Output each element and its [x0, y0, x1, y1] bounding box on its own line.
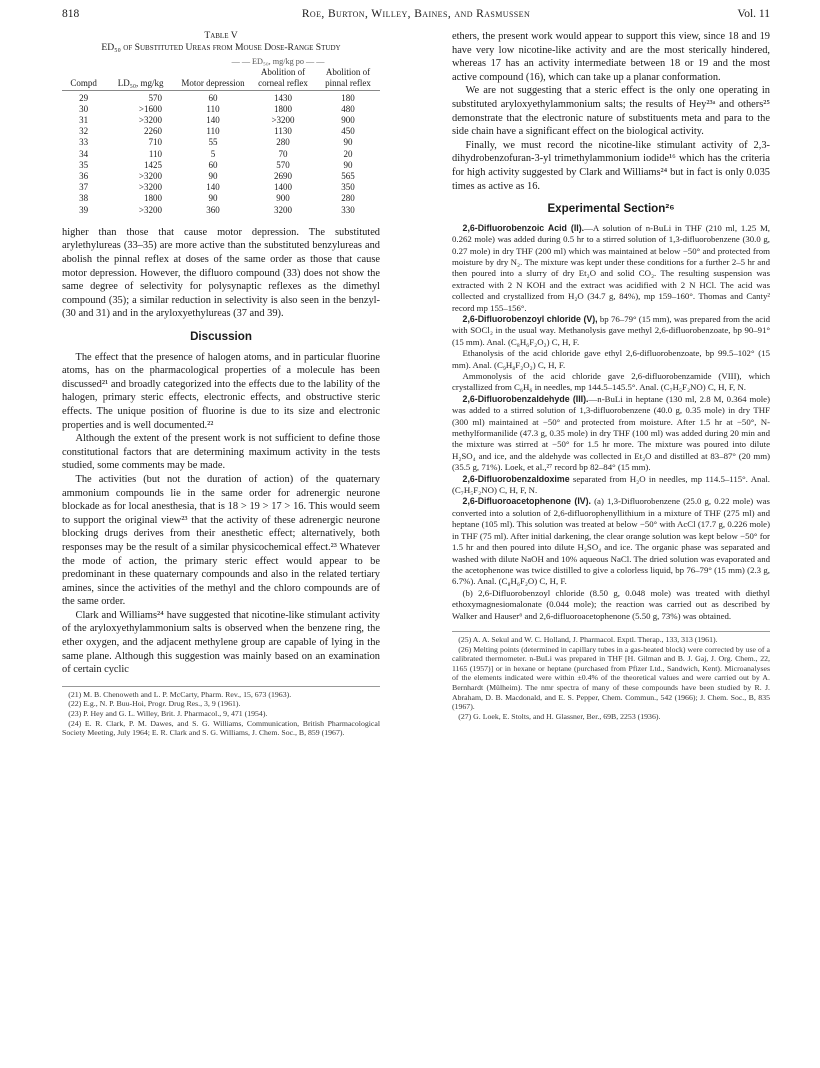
table-cell: 20 [343, 148, 353, 159]
table-cell: 570 [276, 159, 290, 170]
experimental-section [452, 223, 770, 622]
table-cell: 900 [276, 193, 290, 204]
experimental-paragraph [452, 496, 770, 587]
table-cell: 360 [206, 204, 220, 215]
procedure-text: —A solution of n-BuLi in THF (210 ml, 1.25 M, 0.262 mole) was added during 0.5 hr to a stirred solution of 1,3-difluorobenzene (30.0 g, 0.27 mole) in dry THF (200 ml) which was maintained at below −50° and protected from moisture by dry N₂. The mixture was kept under these conditions for a further 2–5 hr and then poured into a slurry of dry Et₂O and solid CO₂. The resulting suspension was extracted with 2 N KOH and the extract was acidified with 2 N HCl. The acid was collected and crystallized from H₂O (34.7 g, 84%), mp 159–160°. Thomas and Canty² record mp 155–156°. [452, 222, 771, 313]
experimental-paragraph [452, 371, 770, 394]
table-cell: 38 [79, 193, 89, 204]
compound-heading: 2,6-Difluorobenzaldoxime [462, 473, 570, 484]
table-row [62, 149, 380, 160]
col-header: Abolition of corneal reflex [258, 67, 308, 89]
table-caption-number: Table V [204, 30, 238, 41]
footnotes-left [62, 686, 380, 738]
experimental-paragraph [452, 394, 770, 474]
footnote: (25) A. A. Sekul and W. C. Holland, J. Pharmacol. Exptl. Therap., 133, 313 (1961). [458, 634, 718, 644]
body-paragraph: higher than those that cause motor depression. The substituted arylethylureas (33–35) are more active than the substituted benzylureas and abolish the pinnal reflex at doses of the same order as those that cause motor depression. However, the difluoro compound (33) does not show the same degree of selectivity for polysynaptic reflexes as the dimethyl compound (35); a similar reduction in selectivity is also seen in the benzyl- (30 and 31) and in the aryloxyethylureas (37 and 39). [62, 226, 380, 320]
table-cell: 2260 [144, 126, 162, 137]
experimental-paragraph [452, 474, 770, 497]
footnote: (23) P. Hey and G. L. Willey, Brit. J. Pharmacol., 9, 471 (1954). [68, 709, 268, 719]
data-table [62, 56, 380, 216]
table-row [62, 126, 380, 137]
col-header: LD₅₀, mg/kg [117, 78, 164, 89]
table-body [62, 93, 380, 216]
footnote: (22) E.g., N. P. Buu-Hoi, Progr. Drug Res., 3, 9 (1961). [68, 699, 241, 709]
body-paragraph: Clark and Williams²⁴ have suggested that nicotine-like stimulant activity of the aryloxyethylammonium salts is observed when the benzene ring, the ether oxygen, and the adjacent methylene group are capable of lying in the same plane. Although this suggestion was mainly based on an examination of certain cyclic [62, 609, 380, 676]
table-cell: 2690 [274, 171, 292, 182]
footnote: (26) Melting points (determined in capillary tubes in a gas-heated block) were corrected by use of a calibrated thermometer. n-BuLi was prepared in THF [H. Gilman and B. J. Gaj, J. Org. Chem., 22, 1165 (1957)] or in hexane or heptane (purchased from Pfizer Ltd., Sandwich, Kent). Microanalyses of the elements indicated were within ±0.4% of the theoretical values and were carried out by A. Bernhardt (Mülheim). The nmr spectra of many of these compounds have been studied by R. J. Abraham, D. B. Macdonald, and E. S. Pepper, Chem. Commun., 542 (1966); J. Chem. Soc., B, 835 (1967). [452, 644, 770, 712]
footnote: (24) E. R. Clark, P. M. Dawes, and S. G. Williams, Communication, British Pharmacological Society Meeting, July 1964; E. R. Clark and S. G. Williams, J. Chem. Soc., B, 859 (1967). [62, 718, 380, 738]
discussion-heading: Discussion [190, 330, 252, 343]
table-cell: 70 [278, 148, 288, 159]
table-cell: 110 [206, 103, 220, 114]
table-cell: 570 [148, 92, 162, 103]
table-cell: 280 [276, 137, 290, 148]
page-number: 818 [62, 8, 80, 20]
table-row [62, 182, 380, 193]
table-cell: 35 [79, 159, 89, 170]
body-paragraph: Although the extent of the present work is not sufficient to define those constitutional factors that are determining maximum activity in the tests studied, some comments may be made. [62, 433, 380, 472]
table-cell: 280 [341, 193, 355, 204]
running-header [62, 8, 770, 26]
procedure-text: —n-BuLi in heptane (130 ml, 2.8 M, 0.364 mole) was added to a stirred solution of 1,3-difluorobenzene (40.0 g, 0.35 mole) in dry THF (300 ml) maintained at −50° and protected from moisture. After 1.5 hr at −50°, N-methylformanilide (47.3 g, 0.35 mole) in dry THF (100 ml) was added during 20 min and the mixture was stirred at −50° for 1.5 hr more. The mixture was poured into dilute H₂SO₄ and ice, and the aldehyde was collected in Et₂O and distilled at 83–87° (20 mm) (35.5 g, 71%). Loek, et al.,²⁷ record bp 82–84° (15 mm). [452, 393, 771, 473]
table-cell: 330 [341, 204, 355, 215]
procedure-text: Ammonolysis of the acid chloride gave 2,6-difluorobenzamide (VIII), which crystallized from C₆H₆ in needles, mp 144.5–145.5°. Anal. (C₇H₅F₂NO) C, H, F, N. [452, 371, 770, 393]
procedure-text: bp 76–79° (15 mm), was prepared from the acid with SOCl₂ in the usual way. Methanolysis gave methyl 2,6-difluorobenzoate, bp 90–91° (15 mm). Anal. (C₈H₆F₂O₂) C, H, F. [452, 313, 770, 347]
table-cell: 31 [79, 115, 89, 126]
body-paragraph: We are not suggesting that a steric effect is the only one operating in substituted aryloxyethylammonium salts; the results of Hey²³ᵃ and others²⁵ demonstrate that the electronic nature of substituents meta and para to the side chain have a significant effect on the biological activity. [452, 85, 770, 138]
body-paragraph: Finally, we must record the nicotine-like stimulant activity of 2,3-dihydrobenzofuran-3-yl trimethylammonium iodide¹⁶ which has the criteria for high activity suggested by Clark and Williams²⁴ but in fact is only 0.035 times as active as 16. [452, 139, 770, 192]
table-cell: 1425 [144, 159, 162, 170]
table-cell: 90 [343, 137, 353, 148]
table-row [62, 193, 380, 204]
table-cell: 180 [341, 92, 355, 103]
procedure-text: separated from H₂O in needles, mp 114.5–115°. Anal. (C₇H₅F₂NO) C, H, F, N. [452, 473, 770, 496]
left-column [62, 30, 380, 738]
table-cell: 30 [79, 103, 89, 114]
table-cell: 1130 [274, 126, 292, 137]
body-paragraph: The effect that the presence of halogen atoms, and in particular fluorine atoms, has on the pharmacological properties of a molecule has been discussed²¹ and broadly categorized into the effects due to the lability of the halogen, primary steric effects, electronic effects, and obstructive steric effects. The unique position of fluorine is due to its size and electronic properties and is well documented.²² [62, 351, 380, 431]
table-cell: 1430 [274, 92, 292, 103]
table-row [62, 115, 380, 126]
table-cell: 33 [79, 137, 89, 148]
table-cell: 900 [341, 115, 355, 126]
body-paragraph: The activities (but not the duration of action) of the quaternary ammonium compounds lie in the same order for adrenergic neurone blockade as for local anesthesia, that is 18 > 19 > 17 > 16. This would seem to support the original view²³ that the activity of these adrenergic neurone blocking drugs derives from their anesthetic effect; alternatively, both responses may be the result of a similar physicochemical effect.²³ Whatever the mode of action, the primary steric effect would appear to be predominant in these quaternary compounds and also in the related tertiary amines, since the activities of the methyl and the chloro compounds are of the same order. [62, 473, 380, 608]
experimental-heading: Experimental Section²⁶ [547, 202, 675, 216]
table-cell: 60 [208, 159, 218, 170]
table-cell: >3200 [138, 171, 162, 182]
experimental-paragraph [452, 348, 770, 371]
table-cell: 3200 [274, 204, 292, 215]
footnote: (21) M. B. Chenoweth and L. P. McCarty, Pharm. Rev., 15, 673 (1963). [68, 689, 292, 699]
table-cell: 34 [79, 148, 89, 159]
table-cell: 1800 [274, 103, 292, 114]
table-group-header: — — ED₅₀, mg/kg po — — [231, 57, 325, 66]
procedure-text: Ethanolysis of the acid chloride gave ethyl 2,6-difluorobenzoate, bp 99.5–102° (15 mm). Anal. (C₉H₈F₂O₂) C, H, F. [452, 348, 770, 370]
table-cell: 55 [208, 137, 218, 148]
table-cell: 36 [79, 171, 89, 182]
table-cell: >3200 [138, 182, 162, 193]
table-cell: >3200 [138, 115, 162, 126]
table-cell: 90 [208, 193, 218, 204]
table-cell: >3200 [271, 115, 295, 126]
table-cell: 39 [79, 204, 89, 215]
procedure-text: (a) 1,3-Difluorobenzene (25.0 g, 0.22 mole) was converted into a solution of 2,6-difluorophenyllithium in a mixture of THF (275 ml) and heptane (105 ml). This solution was treated at below −50° with AcCl (17.7 g, 0.226 mole) in THF (75 ml). After initial darkening, the clear orange solution was kept below −50° for 1.5 hr and then poured into dilute H₂SO₄ and ice. The organic phase was separated and washed with dilute NaOH and 10% aqueous NaCl. The dried solution was evaporated and the acetophenone was twice distilled to give a colorless liquid, bp 76–79° (15 mm) (2.3 g, 6.7%). Anal. (C₈H₆F₂O) C, H, F. [452, 496, 770, 587]
footnotes-right [452, 631, 770, 721]
table-row [62, 171, 380, 182]
table-caption-title: ED₅₀ of Substituted Ureas from Mouse Dose-Range Study [101, 42, 341, 53]
table-cell: 110 [206, 126, 220, 137]
footnote: (27) G. Loek, E. Stolts, and H. Glassner, Ber., 69B, 2253 (1936). [458, 711, 661, 721]
procedure-text: (b) 2,6-Difluorobenzoyl chloride (8.50 g, 0.048 mole) was treated with diethyl ethoxymagnesiomalonate (0.044 mole); the reaction was carried out as described by Walker and Hauser⁶ and 2,6-difluoroacetophenone (5.50 g, 73%) was obtained. [452, 587, 770, 621]
volume-label: Vol. 11 [737, 8, 770, 20]
running-title: Roe, Burton, Willey, Baines, and Rasmussen [301, 8, 531, 20]
table-cell: 1400 [274, 182, 292, 193]
table-cell: 350 [341, 182, 355, 193]
table-cell: 90 [208, 171, 218, 182]
table-cell: 140 [206, 182, 220, 193]
table-cell: 29 [79, 92, 89, 103]
col-header: Compd [70, 78, 97, 89]
table-cell: 60 [208, 92, 218, 103]
table-cell: 90 [343, 159, 353, 170]
table-cell: 5 [210, 148, 216, 159]
table-row [62, 93, 380, 104]
table-row [62, 137, 380, 148]
right-column [452, 30, 770, 721]
col-header: Motor depression [181, 78, 245, 89]
table-cell: >1600 [138, 103, 162, 114]
compound-heading: 2,6-Difluorobenzaldehyde (III). [462, 393, 589, 404]
table-cell: 480 [341, 103, 355, 114]
table-row [62, 205, 380, 216]
experimental-paragraph [452, 588, 770, 622]
table-cell: 110 [148, 148, 162, 159]
table-cell: 710 [148, 137, 162, 148]
col-header: Abolition of pinnal reflex [325, 67, 371, 89]
compound-heading: 2,6-Difluorobenzoyl chloride (V), [462, 313, 598, 324]
table-cell: 565 [341, 171, 355, 182]
compound-heading: 2,6-Difluoroacetophenone (IV). [462, 496, 592, 507]
table-row [62, 104, 380, 115]
experimental-paragraph [452, 223, 770, 314]
experimental-paragraph [452, 314, 770, 348]
body-paragraph: ethers, the present work would appear to support this view, since 18 and 19 have very low nicotine-like activity and are the most sterically hindered, whereas 17 has an activity intermediate between 18 or 19 and the most active compound (16), which can take up a planar conformation. [452, 31, 770, 83]
table-row [62, 160, 380, 171]
compound-heading: 2,6-Difluorobenzoic Acid (II). [462, 222, 585, 233]
table-cell: >3200 [138, 204, 162, 215]
table-cell: 32 [79, 126, 89, 137]
table-cell: 450 [341, 126, 355, 137]
table-cell: 140 [206, 115, 220, 126]
table-cell: 37 [79, 182, 89, 193]
table-cell: 1800 [144, 193, 162, 204]
